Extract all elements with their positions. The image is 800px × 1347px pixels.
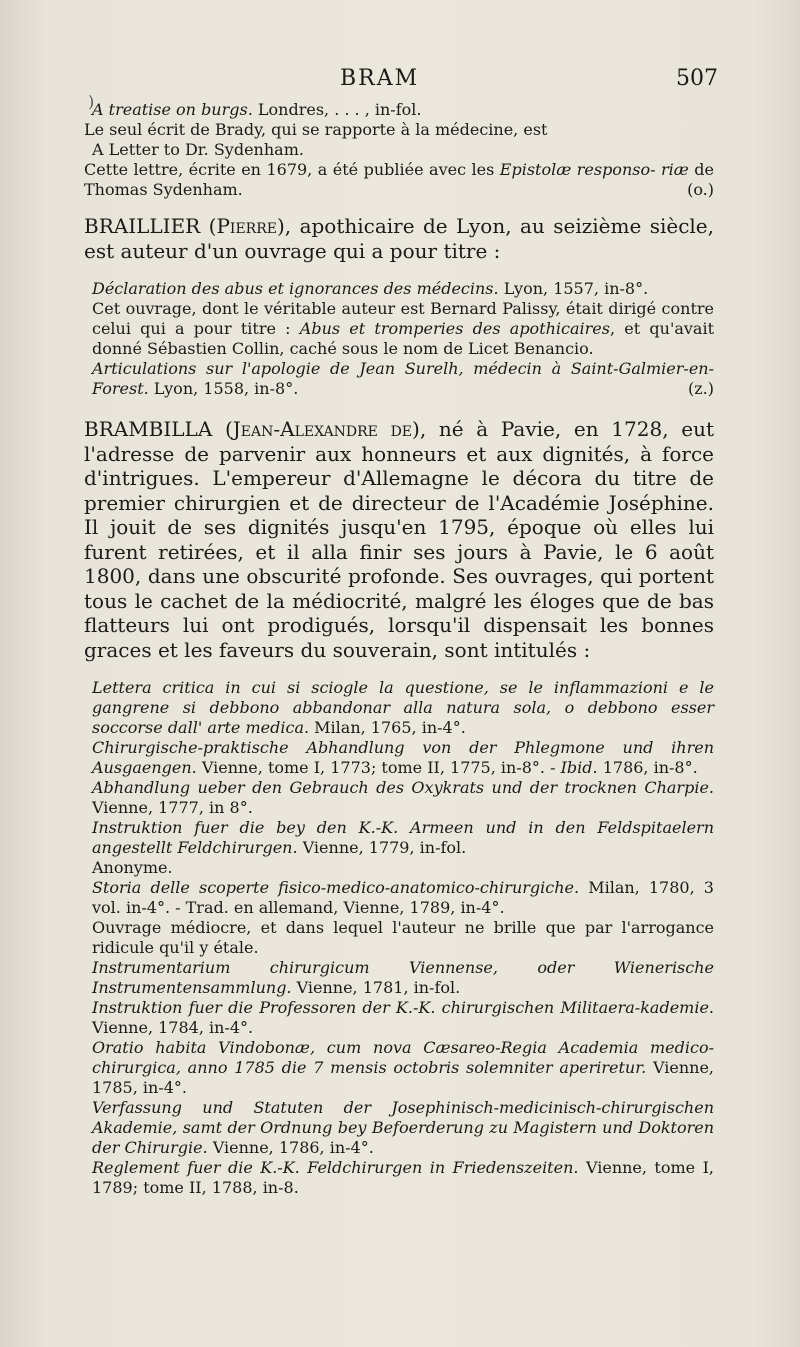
work-item: Articulations sur l'apologie de Jean Surelh, médecin à Saint-Galmier-en-Forest. Lyon, 1558, in-8°. (z.) xyxy=(92,359,714,398)
work-item: Storia delle scoperte fisico-medico-anatomico-chirurgiche. Milan, 1780, 3 vol. in-4°. - Trad. en allemand, Vienne, 1789, in-4°. xyxy=(92,878,714,917)
work-item: Déclaration des abus et ignorances des médecins. Lyon, 1557, in-8°. xyxy=(92,279,649,298)
top-line-2: Le seul écrit de Brady, qui se rapporte à la médecine, est xyxy=(84,120,548,139)
entry-firstname: Jean-Alexandre de xyxy=(232,417,413,441)
top-line-4: Cette lettre, écrite en 1679, a été publiée avec les Epistolæ responso- riæ de Thomas Sydenham. (o.) xyxy=(84,160,714,199)
entry-firstname: Pierre xyxy=(216,214,277,238)
work-item: Abhandlung ueber den Gebrauch des Oxykrats und der trocknen Charpie. Vienne, 1777, in 8°. xyxy=(92,778,714,817)
top-line-3: A Letter to Dr. Sydenham. xyxy=(92,140,304,159)
margin-mark: ) xyxy=(88,92,95,111)
work-item: Lettera critica in cui si sciogle la questione, se le inflammazioni e le gangrene si debbono abbandonar alla natura sola, o debbono esser soccorse dall' arte medica. Milan, 1765, in-4°. xyxy=(92,678,714,737)
work-item: Instruktion fuer die Professoren der K.-K. chirurgischen Militaera-kademie. Vienne, 1784, in-4°. xyxy=(92,998,714,1037)
entry-name: BRAMBILLA xyxy=(84,417,213,441)
work-item: Chirurgische-praktische Abhandlung von der Phlegmone und ihren Ausgaengen. Vienne, tome I, 1773; tome II, 1775, in-8°. - Ibid. 1786, in-8°. xyxy=(92,738,714,777)
work-note: Anonyme. xyxy=(92,858,173,877)
work-item: Reglement fuer die K.-K. Feldchirurgen in Friedenszeiten. Vienne, tome I, 1789; tome II, 1788, in-8. xyxy=(92,1158,715,1197)
top-line-1: A treatise on burgs. Londres, . . . , in-fol. xyxy=(92,100,422,119)
work-note: Cet ouvrage, dont le véritable auteur est Bernard Palissy, était dirigé contre celui qui a pour titre : Abus et tromperies des apothicaires, et qu'avait donné Sébastien Collin, caché sous le nom de Licet Benancio. xyxy=(92,299,715,358)
work-item: Verfassung und Statuten der Josephinisch-medicinisch-chirurgischen Akademie, samt der Ordnung bey Befoerderung zu Magistern und Doktoren der Chirurgie. Vienne, 1786, in-4°. xyxy=(92,1098,714,1157)
signature-z: (z.) xyxy=(688,379,714,398)
entry-braillier: BRAILLIER (Pierre), apothicaire de Lyon, au seizième siècle, est auteur d'un ouvrage qui a pour titre : xyxy=(84,214,714,263)
entry-name: BRAILLIER xyxy=(84,214,201,238)
entry-brambilla: BRAMBILLA (Jean-Alexandre de), né à Pavie, en 1728, eut l'adresse de parvenir aux honneurs et aux dignités, à force d'intrigues. L'empereur d'Allemagne le décora du titre de premier chirurgien et de directeur de l'Académie Joséphine. Il jouit de ses dignités jusqu'en 1795, époque où elles lui furent retirées, et il alla finir ses jours à Pavie, le 6 août 1800, dans une obscurité profonde. Ses ouvrages, qui portent tous le cachet de la médiocrité, malgré les éloges que de bas flatteurs lui ont prodigués, lorsqu'il dispensait les bonnes graces et les faveurs du souverain, sont intitulés : xyxy=(84,417,714,662)
running-title: BRAM xyxy=(340,66,420,91)
page-body xyxy=(84,100,714,1198)
page-number: 507 xyxy=(676,66,718,91)
signature-o: (o.) xyxy=(687,180,714,199)
work-item: Oratio habita Vindobonæ, cum nova Cæsareo-Regia Academia medico-chirurgica, anno 1785 die 7 mensis octobris solemniter aperiretur. Vienne, 1785, in-4°. xyxy=(92,1038,714,1097)
work-item: Instruktion fuer die bey den K.-K. Armeen und in den Feldspitaelern angestellt Feldchirurgen. Vienne, 1779, in-fol. xyxy=(92,818,714,857)
work-note: Ouvrage médiocre, et dans lequel l'auteur ne brille que par l'arrogance ridicule qu'il y étale. xyxy=(92,918,714,957)
work-item: Instrumentarium chirurgicum Viennense, oder Wienerische Instrumentensammlung. Vienne, 1781, in-fol. xyxy=(92,958,714,997)
